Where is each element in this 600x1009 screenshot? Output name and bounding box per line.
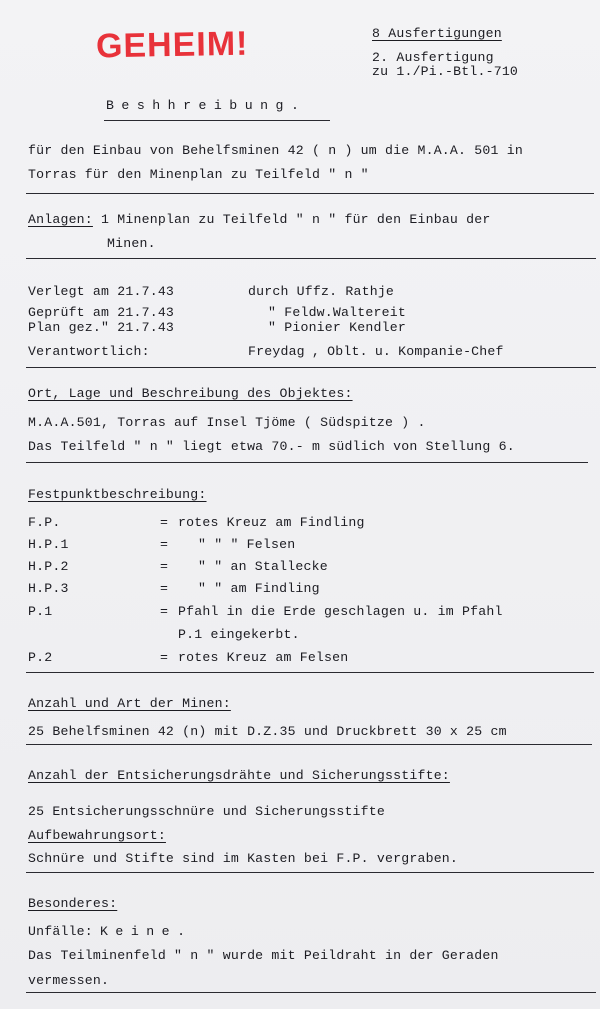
plan-gez-by: " Pionier Kendler [268, 320, 406, 335]
copy-recipient: zu 1./Pi.-Btl.-710 [372, 64, 519, 79]
festpunkt-equals: = [160, 537, 169, 552]
festpunkt-key: F.P. [28, 515, 61, 530]
festpunkt-text: rotes Kreuz am Felsen [178, 650, 349, 665]
verantwortlich-name: Freydag , Oblt. u. Kompanie-Chef [248, 344, 504, 359]
festpunkt-heading: Festpunktbeschreibung: [28, 487, 207, 502]
divider [26, 462, 588, 463]
divider [26, 193, 594, 194]
ort-heading: Ort, Lage und Beschreibung des Objektes: [28, 386, 353, 401]
anzahl-heading: Anzahl und Art der Minen: [28, 696, 231, 711]
festpunkt-equals: = [160, 604, 169, 619]
besonderes-line-2: vermessen. [28, 973, 110, 988]
festpunkt-text: " " am Findling [198, 581, 320, 596]
divider [26, 672, 594, 673]
copies-total: 8 Ausfertigungen [372, 26, 502, 41]
festpunkt-equals: = [160, 650, 169, 665]
storage-heading: Aufbewahrungsort: [28, 828, 166, 843]
anlagen-label: Anlagen: [28, 212, 93, 227]
sicherung-heading: Anzahl der Entsicherungsdrähte und Sicherungsstifte: [28, 768, 450, 783]
verlegt-label: Verlegt am 21.7.43 [28, 284, 175, 299]
festpunkt-text: Pfahl in die Erde geschlagen u. im Pfahl [178, 604, 503, 619]
divider [26, 744, 592, 745]
geprueft-by: " Feldw.Waltereit [268, 305, 406, 320]
storage-text: Schnüre und Stifte sind im Kasten bei F.P. vergraben. [28, 851, 459, 866]
festpunkt-text: rotes Kreuz am Findling [178, 515, 365, 530]
title-underline [104, 120, 330, 121]
anlagen-line-2: Minen. [107, 236, 156, 251]
geprueft-label: Geprüft am 21.7.43 [28, 305, 175, 320]
divider [26, 367, 596, 368]
festpunkt-key: P.1 [28, 604, 53, 619]
divider [26, 258, 596, 259]
intro-line-2: Torras für den Minenplan zu Teilfeld " n " [28, 167, 369, 182]
divider [26, 992, 596, 993]
festpunkt-text: " " an Stallecke [198, 559, 328, 574]
sicherung-text: 25 Entsicherungsschnüre und Sicherungsstifte [28, 804, 386, 819]
document-title: Beshhreibung. [106, 98, 307, 113]
anlagen-row [28, 212, 491, 227]
besonderes-heading: Besonderes: [28, 896, 118, 911]
intro-line-1: für den Einbau von Behelfsminen 42 ( n ) um die M.A.A. 501 in [28, 143, 523, 158]
secret-stamp: GEHEIM! [95, 24, 249, 66]
besonderes-line-1: Das Teilminenfeld " n " wurde mit Peildraht in der Geraden [28, 948, 499, 963]
festpunkt-equals: = [160, 515, 169, 530]
ort-line-1: M.A.A.501, Torras auf Insel Tjöme ( Südspitze ) . [28, 415, 426, 430]
plan-gez-label: Plan gez." 21.7.43 [28, 320, 175, 335]
unfaelle-value: Keine. [100, 924, 193, 939]
verlegt-by: durch Uffz. Rathje [248, 284, 395, 299]
festpunkt-text-continued: P.1 eingekerbt. [178, 627, 300, 642]
festpunkt-key: H.P.2 [28, 559, 69, 574]
festpunkt-equals: = [160, 559, 169, 574]
verantwortlich-label: Verantwortlich: [28, 344, 150, 359]
festpunkt-key: H.P.3 [28, 581, 69, 596]
festpunkt-equals: = [160, 581, 169, 596]
anzahl-text: 25 Behelfsminen 42 (n) mit D.Z.35 und Druckbrett 30 x 25 cm [28, 724, 507, 739]
ort-line-2: Das Teilfeld " n " liegt etwa 70.- m südlich von Stellung 6. [28, 439, 515, 454]
copy-number: 2. Ausfertigung [372, 50, 494, 65]
festpunkt-key: P.2 [28, 650, 53, 665]
divider [26, 872, 594, 873]
festpunkt-text: " " " Felsen [198, 537, 296, 552]
unfaelle-label: Unfälle: [28, 924, 93, 939]
anlagen-text: 1 Minenplan zu Teilfeld " n " für den Einbau der [92, 212, 491, 227]
festpunkt-key: H.P.1 [28, 537, 69, 552]
